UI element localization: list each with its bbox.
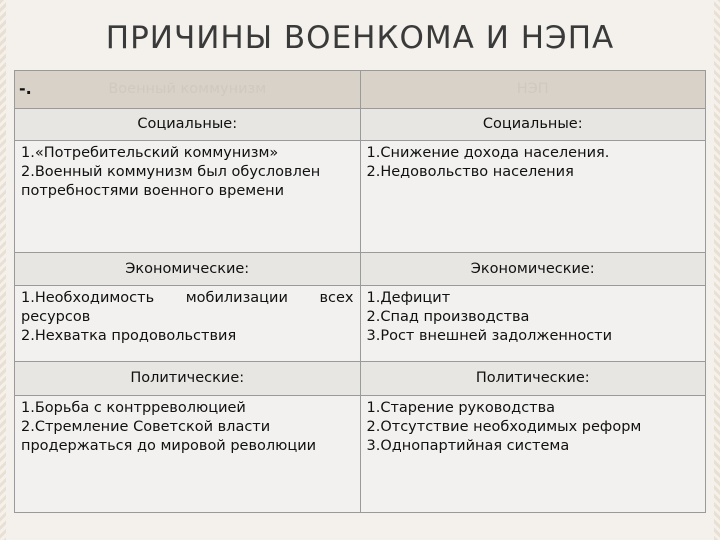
social-heading-right: Социальные: [360,109,706,141]
table-row [15,141,706,253]
table-row [15,396,706,513]
political-causes-nep: 1.Старение руководства 2.Отсутствие необходимых реформ 3.Однопартийная система [360,396,706,513]
section-heading-row [15,362,706,396]
political-heading-left: Политические: [15,362,361,396]
section-heading-row [15,109,706,141]
right-decorative-stripe [714,0,720,540]
left-decorative-stripe [0,0,6,540]
social-causes-war-communism: 1.«Потребительский коммунизм» 2.Военный коммунизм был обусловлен потребностями военного времени [15,141,361,253]
slide-title: ПРИЧИНЫ ВОЕНКОМА И НЭПА [105,20,615,56]
header-war-communism [15,71,361,109]
table-header-row [15,71,706,109]
social-heading-left: Социальные: [15,109,361,141]
table-row [15,286,706,362]
header-nep: НЭП [360,71,706,109]
social-causes-nep: 1.Снижение дохода населения. 2.Недовольство населения [360,141,706,253]
political-heading-right: Политические: [360,362,706,396]
header-war-communism-label: Военный коммунизм [108,81,267,97]
economic-causes-nep: 1.Дефицит 2.Спад производства 3.Рост внешней задолженности [360,286,706,362]
economic-heading-right: Экономические: [360,253,706,286]
economic-causes-war-communism: 1.Необходимость мобилизации всех ресурсов 2.Нехватка продовольствия [15,286,361,362]
comparison-table [14,70,706,513]
section-heading-row [15,253,706,286]
political-causes-war-communism: 1.Борьба с контрреволюцией 2.Стремление Советской власти продержаться до мировой революции [15,396,361,513]
header-marker: -. [19,79,32,98]
economic-heading-left: Экономические: [15,253,361,286]
